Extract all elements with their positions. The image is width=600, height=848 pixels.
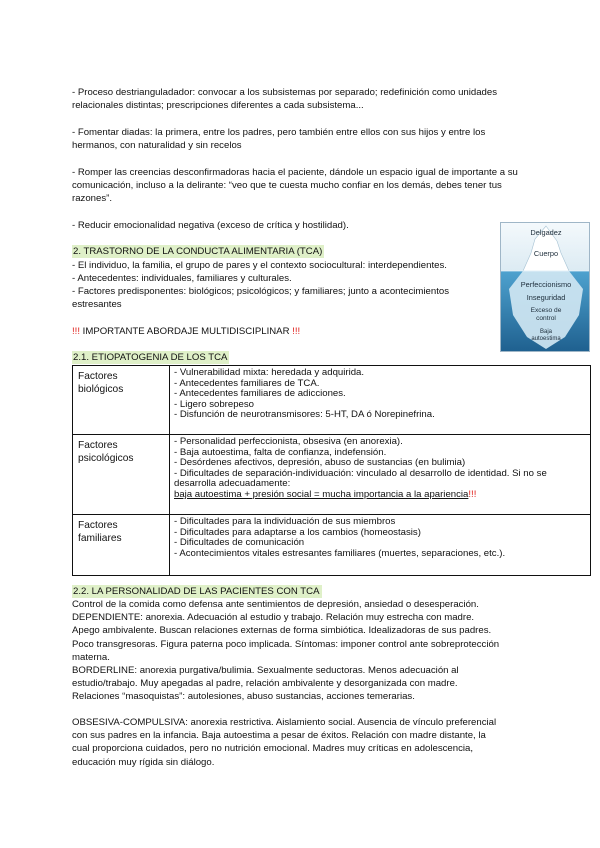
iceberg-label-inseguridad: Inseguridad (526, 293, 566, 302)
paragraph-destrianguladador: - Proceso destrianguladador: convocar a los subsistemas por separado; redefinición como unidades relacionales distintas; prescripciones diferentes a cada subsistema... (72, 87, 498, 112)
factor-item: - Antecedentes familiares de TCA. (174, 377, 320, 389)
emphasis-marks: !!! (468, 488, 477, 500)
iceberg-label-cuerpo: Cuerpo (533, 249, 559, 258)
important-text: IMPORTANTE ABORDAJE MULTIDISCIPLINAR (80, 326, 293, 337)
text-line: con sus padres en la infancia. Baja autoestima a pesar de éxitos. Relación con madre distante, la (72, 730, 486, 742)
paragraph-emocionalidad: - Reducir emocionalidad negativa (exceso de crítica y hostilidad). (72, 220, 349, 231)
factor-item: - Dificultades de comunicación (174, 537, 305, 549)
iceberg-label-delgadez: Delgadez (530, 228, 562, 237)
factor-item: - Vulnerabilidad mixta: heredada y adquirida. (174, 367, 365, 378)
text-line: Apego ambivalente. Buscan relaciones externas de forma simbiótica. Idealizadoras de sus padres. (72, 625, 492, 637)
important-note (72, 325, 524, 338)
text-line: Poco transgresoras. Figura paterna poco implicada. Síntomas: imponer control ante sobreprotección (72, 638, 500, 650)
text-line: cual proporciona cuidados, pero no nutrición emocional. Madres muy críticas en adolescencia, (72, 743, 474, 755)
iceberg-image (500, 222, 590, 352)
personalidad-block (72, 598, 542, 704)
text-line: Control de la comida como defensa ante sentimientos de depresión, ansiedad o desesperación. (72, 599, 479, 610)
factors-cell (170, 515, 591, 576)
factor-item: - Dificultades de separación-individuación: vinculado al desarrollo de identidad. Si no se (174, 467, 547, 479)
section-2-1-heading: 2.1. ETIOPATOGENIA DE LOS TCA (73, 352, 228, 363)
obsesiva-block (72, 716, 542, 769)
section-2-bullet-2: - Antecedentes: individuales, familiares y culturales. (72, 273, 292, 284)
factor-item: - Dificultades para adaptarse a los cambios (homeostasis) (174, 526, 421, 538)
important-marks-left: !!! (72, 326, 80, 337)
iceberg-label-perfeccionismo: Perfeccionismo (520, 280, 572, 289)
factor-item: - Ligero sobrepeso (174, 398, 254, 410)
section-2-bullet-3: - Factores predisponentes: biológicos; psicológicos; y familiares; junto a acontecimientos estresantes (72, 286, 450, 311)
factor-item: - Baja autoestima, falta de confianza, indefensión. (174, 446, 387, 458)
factors-cell (170, 435, 591, 515)
iceberg-label-autoestima: Baja autoestima (531, 329, 561, 342)
iceberg-label-control: Exceso de control (530, 307, 562, 322)
factor-item: - Personalidad perfeccionista, obsesiva (en anorexia). (174, 436, 403, 447)
emphasis-text: baja autoestima + presión social = mucha importancia a la apariencia (174, 488, 469, 500)
emphasis-line (174, 490, 586, 501)
category-cell: Factores psicológicos (73, 435, 170, 515)
text-line: materna. (72, 651, 110, 663)
text-line: DEPENDIENTE: anorexia. Adecuación al estudio y trabajo. Relación muy estrecha con madre. (72, 612, 475, 624)
text-line: BORDERLINE: anorexia purgativa/bulimia. Sexualmente seductoras. Menos adecuación al (72, 665, 459, 677)
text-line: educación muy rígida sin diálogo. (72, 756, 215, 768)
paragraph-diadas: - Fomentar diadas: la primera, entre los padres, pero también entre ellos con sus hijos y entre los hermanos, con naturalidad y sin recelos (72, 127, 486, 152)
table-row (73, 435, 591, 515)
category-cell: Factores familiares (73, 515, 170, 576)
important-marks-right: !!! (292, 326, 301, 337)
paragraph-creencias: - Romper las creencias desconfirmadoras hacia el paciente, dándole un espacio igual de importante a su comunicación, incluso a la delirante: “veo que te cuesta mucho confiar en los demás, debes tener tus razones”. (72, 167, 518, 205)
factor-item: - Acontecimientos vitales estresantes familiares (muertes, separaciones, etc.). (174, 547, 506, 559)
section-2-heading: 2. TRASTORNO DE LA CONDUCTA ALIMENTARIA (TCA) (73, 246, 323, 257)
text-line: Relaciones “masoquistas”: autolesiones, abuso sustancias, acciones temerarias. (72, 691, 415, 703)
factor-item: - Disfunción de neurotransmisores: 5-HT, DA ó Norepinefrina. (174, 409, 435, 421)
factor-item: - Antecedentes familiares de adicciones. (174, 388, 346, 400)
text-line: OBSESIVA-COMPULSIVA: anorexia restrictiva. Aislamiento social. Ausencia de vínculo preferencial (72, 717, 497, 728)
factors-cell (170, 366, 591, 435)
factor-item: desarrolla adecuadamente: (174, 478, 291, 490)
table-row (73, 366, 591, 435)
section-2-2-heading: 2.2. LA PERSONALIDAD DE LAS PACIENTES CON TCA (73, 586, 320, 597)
factor-item: - Dificultades para la individuación de sus miembros (174, 516, 396, 527)
category-cell: Factores biológicos (73, 366, 170, 435)
text-line: estudio/trabajo. Muy apegadas al padre, relación ambivalente y desorganizada con madre. (72, 678, 458, 690)
table-row (73, 515, 591, 576)
section-2-bullet-1: - El individuo, la familia, el grupo de pares y el contexto sociocultural: interdependientes. (72, 260, 447, 271)
factor-item: - Desórdenes afectivos, depresión, abuso de sustancias (en bulimia) (174, 457, 466, 469)
etiopatogenia-table (72, 365, 591, 576)
